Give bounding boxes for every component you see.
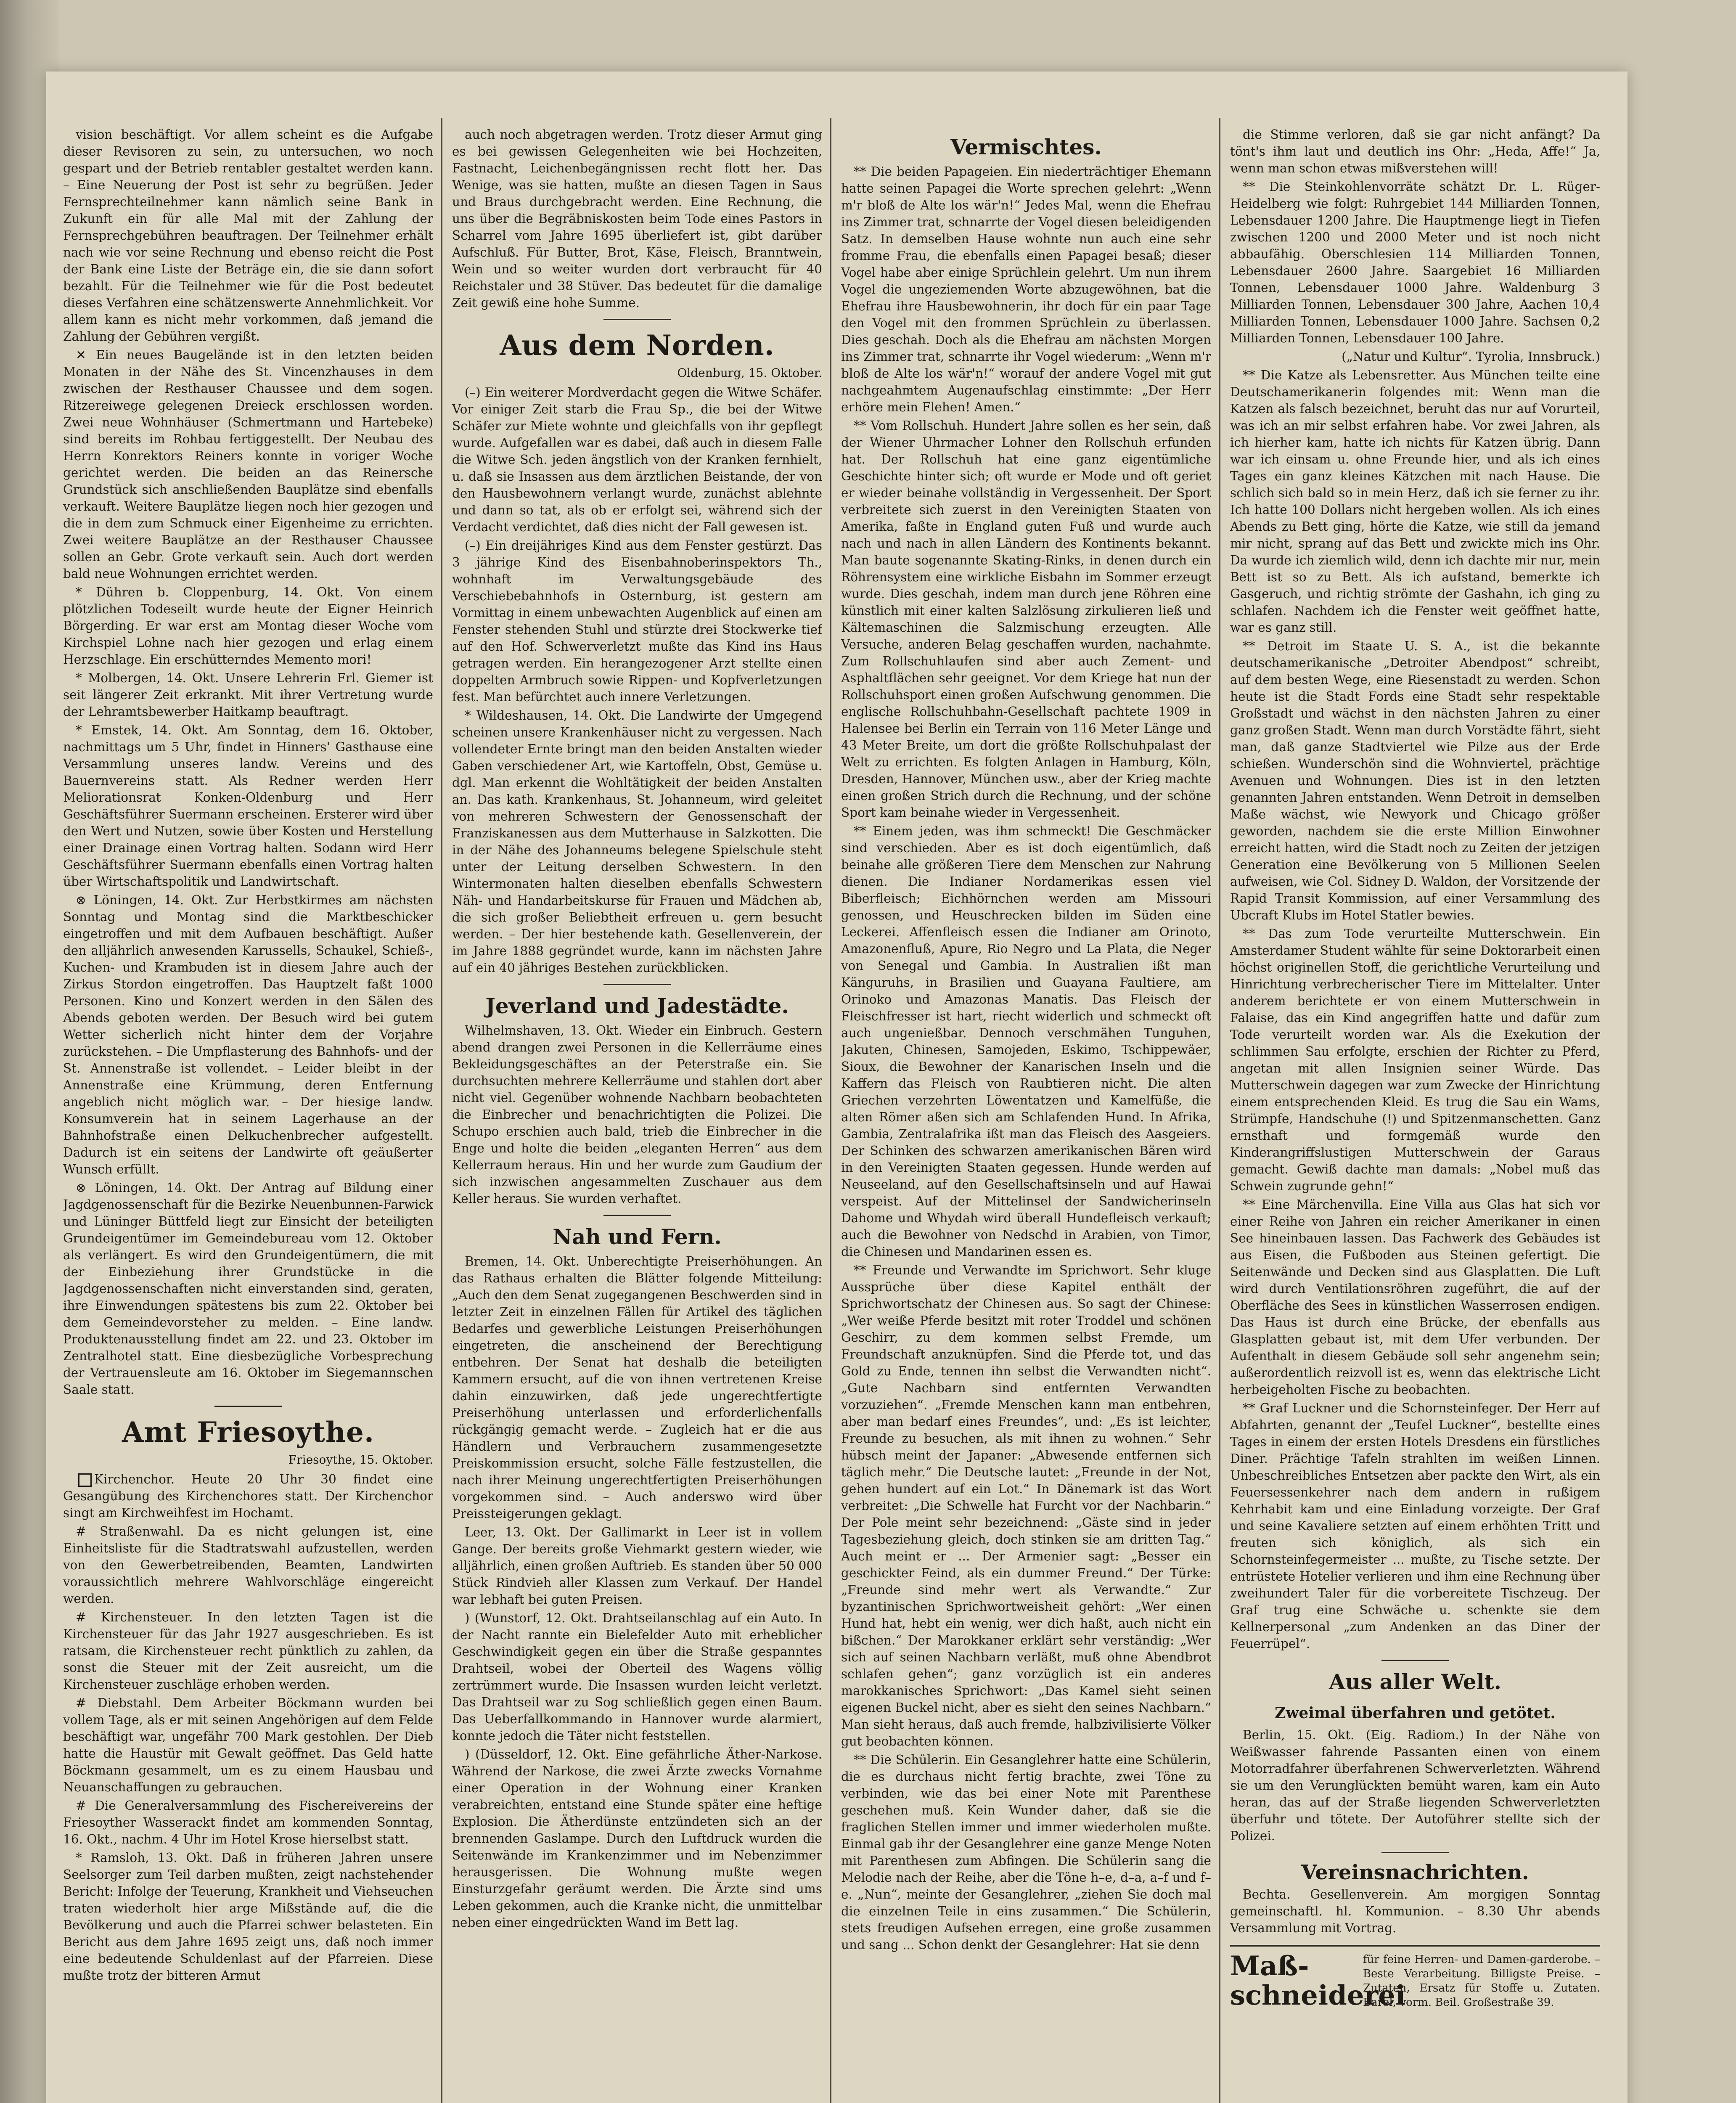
article-stadtratswahl: # Straßenwahl. Da es nicht gelungen ist, eine Einheitsliste für die Stadtratswahl aufzustellen, werden von den Gewerbetreibenden, Beamten, Landwirten voraussichtlich mehrere Wahlvorschläge eingereicht werden. [63,1524,433,1606]
dateline: Oldenburg, 15. Oktober. [677,366,822,380]
column-rule [441,118,442,2103]
section-heading-jeverland: Jeverland und Jadestädte. [485,993,789,1018]
divider [214,1406,282,1407]
subheading: Zweimal überfahren und getötet. [1275,1704,1556,1722]
column-2 [452,126,822,2103]
article-wildeshausen: * Wildeshausen, 14. Okt. Die Landwirte der Umgegend scheinen unsere Krankenhäuser nicht zu vergessen. Nach vollendeter Ernte bringt man den beiden Anstalten wieder Gaben verschiedener Art, wie Kartoffeln, Obst, Gemüse u. dgl. Man erkennt die Wohltätigkeit der beiden Anstalten an. Das kath. Krankenhaus, St. Johanneum, wird geleitet von mehreren Schwestern der Genossenschaft der Franziskanessen aus dem Mutterhause in Salzkotten. Die in der Nähe des Johanneums belegene Spielschule steht unter der Leitung derselben Schwestern. In den Wintermonaten halten dieselben ebenfalls Schwestern Näh- und Handarbeitskurse für Frauen und Mädchen ab, die sich großer Beliebtheit erfreuen u. gern besucht werden. – Der hier bestehende kath. Gesellenverein, der im Jahre 1888 gegründet wurde, kann im nächsten Jahre auf ein 40 jähriges Bestehen zurückblicken. [452,708,822,975]
article-mutterschwein: ** Das zum Tode verurteilte Mutterschwein. Ein Amsterdamer Student wählte für seine Doktorarbeit einen höchst originellen Stoff, die gerichtliche Verurteilung und Hinrichtung verbrecherischer Tiere im Mittelalter. Unter anderem berichtete er von einem Mutterschwein in Falaise, das ein Kind angegriffen hatte und dafür zum Tode verurteilt worden war. Als die Exekution der schlimmen Sau erfolgte, erschien der Richter zu Pferd, angetan mit allen Insignien seiner Würde. Das Mutterschwein dagegen war zum Zwecke der Hinrichtung einem entsprechenden Kleid. Es trug die Sau ein Wams, Strümpfe, Handschuhe (!) und Spitzenmanschetten. Ganz ernsthaft und formgemäß wurde den Kinderangriffslustigen Mutterschwein der Garaus gemacht. Gewiß dachte man damals: „Nobel muß das Schwein zugrunde gehn!“ [1230,927,1600,1193]
ad-title: Maß- schneiderei [1230,1950,1406,2011]
article-loeningen-kirmes: ⊗ Löningen, 14. Okt. Zur Herbstkirmes am nächsten Sonntag und Montag sind die Marktbeschicker eingetroffen und mit dem Aufbauen beschäftigt. Außer den alljährlich anwesenden Karussells, Schaukel, Schieß-, Kuchen- und Krambuden ist in diesem Jahre auch der Zirkus Stordon eingetroffen. Das Hauptzelt faßt 1000 Personen. Kino und Konzert werden in den Sälen des Abends geboten werden. Der Besuch wird bei gutem Wetter sicherlich nicht hinter dem der Vorjahre zurückstehen. – Die Umpflasterung des Bahnhofs- und der St. Annenstraße ist vollendet. – Leider bleibt in der Annenstraße eine Krümmung, deren Entfernung angeblich nicht möglich war. – Der hiesige landw. Konsumverein hat in seinem Lagerhause an der Bahnhofstraße einen Delkuchenbrecher aufgestellt. Dadurch ist ein seitens der Landwirte oft geäußerter Wunsch erfüllt. [63,893,433,1176]
article-vechta: Bechta. Gesellenverein. Am morgigen Sonntag gemeinschaftl. hl. Kommunion. – 8.30 Uhr abends Versammlung mit Vortrag. [1230,1887,1600,1935]
article-diebstahl: # Diebstahl. Dem Arbeiter Böckmann wurden bei vollem Tage, als er mit seinen Angehörigen auf dem Felde beschäftigt war, ungefähr 700 Mark gestohlen. Der Dieb hatte die Haustür mit Gewalt geöffnet. Das Geld hatte Böckmann gesammelt, um es zu einem Hausbau und Neuanschaffungen zu gebrauchen. [63,1696,433,1794]
article-kirchensteuer: # Kirchensteuer. In den letzten Tagen ist die Kirchensteuer für das Jahr 1927 ausgeschrieben. Es ist ratsam, die Kirchensteuer recht pünktlich zu zahlen, da sonst die Steuer mit der Zeit ausreicht, um die Kirchensteuer zuschläge erhoben werden. [63,1610,433,1692]
kirchenchor-text: Kirchenchor. Heute 20 Uhr 30 findet eine Gesangübung des Kirchenchores statt. Der Kirchenchor singt am Kirchweihfest im Hochamt. [63,1472,433,1520]
column-3 [841,126,1211,2103]
article-duehren: * Dühren b. Cloppenburg, 14. Okt. Von einem plötzlichen Todeseilt wurde heute der Eigner Heinrich Börgerding. Er war erst am Montag dieser Woche vom Kirchspiel Lohne nach hier gezogen und erlag einem Herzschlage. Ein erschütterndes Memento mori! [63,585,433,667]
article-bremen: Bremen, 14. Okt. Unberechtigte Preiserhöhungen. An das Rathaus erhalten die Blätter folgende Mitteilung: „Auch den dem Senat zugegangenen Beschwerden sind in letzter Zeit in einzelnen Fällen für Artikel des täglichen Bedarfes und gewerbliche Leistungen Preiserhöhungen eingetreten, die anscheinend der Berechtigung entbehren. Der Senat hat deshalb die beteiligten Kammern ersucht, auf die von ihnen vertretenen Kreise dahin einzuwirken, daß jede ungerechtfertigte Preiserhöhung unterlassen und erforderlichenfalls rückgängig gemacht werde. – Zugleich hat er die aus Händlern und Verbrauchern zusammengesetzte Preiskommission ersucht, solche Fälle festzustellen, die nach ihrer Meinung ungerechtfertigten Preiserhöhungen vorgekommen sind. – Auch anderswo wird über Preissteigerungen geklagt. [452,1254,822,1521]
section-heading-vermischtes: Vermischtes. [950,135,1102,159]
divider [603,984,671,985]
divider [603,319,671,320]
section-heading-aller-welt: Aus aller Welt. [1328,1669,1502,1694]
article-sprichwort: ** Freunde und Verwandte im Sprichwort. Sehr kluge Aussprüche über diese Kapitel enthält der Sprichwortschatz der Chinesen aus. So sagt der Chinese: „Wer weiße Pferde besitzt mit roter Troddel und schönen Geschirr, zu dem kommen selbst Fremde, um Freundschaft anzuknüpfen. Sind die Pferde tot, und das Gold zu Ende, tennen ihn selbst die Verwandten nicht“. „Gute Nachbarn sind entfernten Verwandten vorzuziehen“. „Fremde Menschen kann man entbehren, aber man bedarf eines Freundes“, und: „Es ist leichter, Freunde zu besuchen, als mit ihnen zu wohnen.“ Sehr hübsch meint der Japaner: „Abwesende entfernen sich täglich mehr.“ Die Deutsche lautet: „Freunde in der Not, gehen hundert auf ein Lot.“ In Dänemark ist das Wort verbreitet: „Die Schwelle hat Furcht vor der Nachbarin.“ Der Pole meint sehr bezeichnend: „Gäste sind in jeder Tagesbeziehung gleich, doch stinken sie am dritten Tag.“ Auch meint er ... Der Armenier sagt: „Besser ein geschickter Feind, als ein dummer Freund.“ Der Türke: „Freunde sind mehr wert als Verwandte.“ Zur byzantinischen Sprichwortweisheit gehört: „Wer einen Hund hat, hebt ein wenig, wer dich haßt, auch nicht ein bißchen.“ Der Marokkaner erklärt sehr verständig: „Wer sich auf seinen Nachbarn verläßt, muß ohne Abendbrot schlafen gehen“; ganz vorzüglich ist ein anderes marokkanisches Sprichwort: „Das Kamel sieht seinen eigenen Buckel nicht, aber es sieht den seines Nachbarn.“ Man sieht heraus, daß auch fremde, halbzivilisierte Völker gut beobachten können. [841,1263,1211,1748]
article-fischereiverein: # Die Generalversammlung des Fischereivereins der Friesoyther Wasserackt findet am kommenden Sonntag, 16. Okt., nachm. 4 Uhr im Hotel Krose hierselbst statt. [63,1798,433,1846]
article-loeningen-jagd: ⊗ Löningen, 14. Okt. Der Antrag auf Bildung einer Jagdgenossenschaft für die Bezirke Neuenbunnen-Farwick und Lüninger Büttfeld liegt zur Einsicht der beteiligten Grundeigentümer im Gemeindebureau vom 12. Oktober als verlängert. Es wird den Grundeigentümern, die mit der Einbeziehung ihrer Grundstücke in die Jagdgenossenschaften nicht einverstanden sind, geraten, ihre Einwendungen spätestens bis zum 22. Oktober bei dem Gemeindevorsteher zu melden. – Eine landw. Produktenausstellung findet am 22. und 23. Oktober im Zentralhotel statt. Eine diesbezügliche Vorbesprechung der Vertrauensleute am 16. Oktober im Siegemannschen Saale statt. [63,1181,433,1397]
section-heading-nah-fern: Nah und Fern. [553,1224,722,1249]
article-steinkohlen: ** Die Steinkohlenvorräte schätzt Dr. L. Rüger-Heidelberg wie folgt: Ruhrgebiet 144 Milliarden Tonnen, Lebensdauer 1200 Jahre. Die Hauptmenge liegt in Tiefen zwischen 1200 und 2000 Meter und ist noch nicht abbaufähig. Oberschlesien 114 Milliarden Tonnen, Lebensdauer 2600 Jahre. Saargebiet 16 Milliarden Tonnen, Lebensdauer 1000 Jahre. Waldenburg 3 Milliarden Tonnen, Lebensdauer 300 Jahre, Aachen 10,4 Milliarden Tonnen, Lebensdauer 1000 Jahre. Sachsen 0,2 Milliarden Tonnen, Lebensdauer 100 Jahre. [1230,180,1600,345]
ad-text: für feine Herren- und Damen-garderobe. – Beste Verarbeitung. Billigste Preise. – Zutaten, Ersatz für Stoffe u. Zutaten. Barel, vorm. Beil. Großestraße 39. [1363,1953,1600,2009]
column-4 [1230,126,1600,2103]
article-papageien: ** Die beiden Papageien. Ein niederträchtiger Ehemann hatte seinen Papagei die Worte sprechen gelehrt: „Wenn m'r bloß de Alte los wär'n!“ Jedes Mal, wenn die Ehefrau ins Zimmer trat, schnarrte der Vogel diesen beleidigenden Satz. In demselben Hause wohnte nun auch eine sehr fromme Frau, die ebenfalls einen Papagei besaß; dieser Vogel habe aber einige Sprüchlein gelehrt. Um nun ihrem Vogel die ungeziemenden Worte abzugewöhnen, bat die Ehefrau ihre Hausbewohnerin, ihr doch für ein paar Tage den Vogel mit den frommen Sprüchlein zu überlassen. Dies geschah. Doch als die Ehefrau am nächsten Morgen ins Zimmer trat, schnarrte ihr Vogel wiederum: „Wenn m'r bloß de Alte los wär'n!“ worauf der andere Vogel mit gut nachgeahmtem Augenaufschlag einstimmte: „Der Herr erhöre mein Flehen! Amen.“ [841,164,1211,414]
column-rule [830,118,831,2103]
article-schuelerin: ** Die Schülerin. Ein Gesanglehrer hatte eine Schülerin, die es durchaus nicht fertig brachte, zwei Töne zu verbinden, wie das bei einer Note mit Parenthese geschehen muß. Kein Wunder daher, daß sie die fraglichen Stellen immer und immer wiederholen mußte. Einmal gab ihr der Gesanglehrer eine ganze Menge Noten mit Parenthesen zum Abfingen. Die Schülerin sang die Melodie nach der Reihe, aber die Töne h–e, d–a, a–f und f–e. „Nun“, meinte der Gesanglehrer, „ziehen Sie doch mal die einzelnen Teile in eins zusammen.“ Die Schülerin, stets freudigen Aufsehen erregen, eine große zusammen und sang ... Schon denkt der Gesanglehrer: Hat sie denn [841,1753,1211,1952]
article-leer: Leer, 13. Okt. Der Gallimarkt in Leer ist in vollem Gange. Der bereits große Viehmarkt gestern wieder, wie alljährlich, einen großen Auftrieb. Es standen über 50 000 Stück Rindvieh aller Klassen zum Verkauf. Der Handel war lebhaft bei guten Preisen. [452,1525,822,1607]
section-heading-norden: Aus dem Norden. [500,329,775,362]
article-rollschuh: ** Vom Rollschuh. Hundert Jahre sollen es her sein, daß der Wiener Uhrmacher Lohner den Rollschuh erfunden hat. Der Rollschuh hat eine ganz eigentümliche Geschichte hinter sich; oft wurde er Mode und oft geriet er wieder beinahe vollständig in Vergessenheit. Der Sport verbreitete sich zuerst in den Vereinigten Staaten von Amerika, faßte in England guten Fuß und wurde auch nach und nach in allen Ländern des Kontinents bekannt. Man baute sogenannte Skating-Rinks, in denen durch ein Röhrensystem eine wirkliche Eisbahn im Sommer erzeugt wurde. Dies geschah, indem man durch jene Röhren eine künstlich mit einer kalten Salzlösung zirkulieren ließ und Kältemaschinen die Salzmischung erzeugten. Alle Versuche, anderen Belag geschaffen wurden, nachahmte. Zum Rollschuhlaufen sind aber auch Zement- und Asphaltflächen sehr geeignet. Vor dem Kriege hat nun der Rollschuhsport einen großen Aufschwung genommen. Die englische Rollschuhbahn-Gesellschaft pachtete 1909 in Halensee bei Berlin ein Terrain von 116 Meter Länge und 43 Meter Breite, um dort die größte Rollschuhpalast der Welt zu errichten. Es folgten Anlagen in Hamburg, Köln, Dresden, Hannover, München usw., aber der Krieg machte einen großen Strich durch die Rechnung, und der schöne Sport kam beinahe wieder in Vergessenheit. [841,418,1211,820]
article-post-revision: vision beschäftigt. Vor allem scheint es die Aufgabe dieser Revisoren zu sein, zu untersuchen, wo noch gespart und der Betrieb rentabler gestaltet werden kann. – Eine Neuerung der Post ist sehr zu begrüßen. Jeder Fernsprechteilnehmer kann nämlich seine Bank in Zukunft ein für alle Mal mit der Zahlung der Fernsprechgebühren beauftragen. Der Teilnehmer erhält nach wie vor seine Rechnung und ebenso reicht die Post der Bank eine Liste der Beträge ein, die sie dann sofort bezahlt. Für die Teilnehmer wie für die Post bedeutet dieses Verfahren eine schätzenswerte Annehmlichkeit. Vor allem kann es nicht mehr vorkommen, daß jemand die Zahlung der Gebühren vergißt. [63,127,433,344]
divider [1381,1660,1449,1661]
article-baugelaende: ✕ Ein neues Baugelände ist in den letzten beiden Monaten in der Nähe des St. Vincenzhauses in dem zwischen der Resthauser Chaussee und dem sogen. Ritzereiwege gelegenen Dreieck erschlossen worden. Zwei neue Wohnhäuser (Schmertmann und Hartebeke) sind bereits im Rohbau fertiggestellt. Der Neubau des Herrn Konrektors Reiners konnte in voriger Woche gerichtet werden. Die beiden an das Reinersche Grundstück sich anschließenden Bauplätze sind ebenfalls verkauft. Weitere Bauplätze liegen noch hier gezogen und die in dem zum Schmuck einer Eigenheime zu errichten. Zwei weitere Bauplätze an der Resthauser Chaussee sollen an Gebr. Grote verkauft sein. Auch dort werden bald neue Wohnungen errichtet werden. [63,348,433,581]
article-emstek: * Emstek, 14. Okt. Am Sonntag, dem 16. Oktober, nachmittags um 5 Uhr, findet in Hinners' Gasthause eine Versammlung unseres landw. Vereins und des Bauernvereins statt. Als Redner werden Herr Meliorationsrat Konken-Oldenburg und Herr Geschäftsführer Suermann erscheinen. Ersterer wird über den Wert und Nutzen, sowie über Kosten und Herstellung einer Drainage einen Vortrag halten. Sodann wird Herr Geschäftsführer Suermann ebenfalls einen Vortrag halten über Wirtschaftspolitik und Landwirtschaft. [63,723,433,889]
article-wilhelmshaven: Wilhelmshaven, 13. Okt. Wieder ein Einbruch. Gestern abend drangen zwei Personen in die Kellerräume eines Bekleidungsgeschäftes an der Peterstraße ein. Sie durchsuchten mehrere Kellerräume und stahlen dort aber nicht viel. Gegenüber wohnende Nachbarn beobachteten die Einbrecher und benachrichtigten die Polizei. Die Schupo erschien auch bald, trieb die Einbrecher in die Enge und holte die beiden „eleganten Herren“ aus dem Kellerraum heraus. Hin und her wurde zum Gaudium der sich inzwischen angesammelten Zuschauer aus dem Keller heraus. Sie wurden verhaftet. [452,1023,822,1206]
article-ramsloh: * Ramsloh, 13. Okt. Daß in früheren Jahren unsere Seelsorger zum Teil darben mußten, zeigt nachstehender Bericht: Infolge der Teuerung, Krankheit und Viehseuchen traten wiederholt hier arge Mißstände auf, die die Bevölkerung und auch die Pfarrei schwer belasteten. Ein Bericht aus dem Jahre 1695 zeigt uns, daß noch immer eine bedeutende Schuldenlast auf der Pfarreien. Diese mußte trotz der bitteren Armut [63,1851,433,1983]
article-luckner: ** Graf Luckner und die Schornsteinfeger. Der Herr auf Abfahrten, genannt der „Teufel Luckner“, bestellte eines Tages in einem der ersten Hotels Dresdens ein fürstliches Diner. Prächtige Tafeln strahlten im weißen Linnen. Unbeschreibliches Entsetzen aber packte den Wirt, als ein Feuersessenkehrer nach dem andern in rußigem Kehrhabit kam und eine Einladung vorzeigte. Der Graf und seine Kavaliere setzten auf einem erhöhten Tritt und freuten sich königlich, als sich ein Schornsteinfegermeister ... mußte, zu Tische setzte. Der entrüstete Hotelier verlieren und ihm eine Rechnung über zweihundert Taler für die vorbereitete Tischzeug. Der Graf trug eine Schwäche u. schenkte sie dem Kellnerpersonal „zum Andenken an das Diner der Feuerrüpel“. [1230,1401,1600,1651]
article-detroit: ** Detroit im Staate U. S. A., ist die bekannte deutschamerikanische „Detroiter Abendpost“ schreibt, auf dem besten Wege, eine Riesenstadt zu werden. Schon heute ist die Stadt Fords eine Stadt sehr respektable Großstadt und wächst in den nächsten Jahren zu einer ganz großen Stadt. Wenn man durch Vorstädte fährt, sieht man, daß ganze Stadtviertel wie Pilze aus der Erde schießen. Wunderschön sind die Wohnviertel, prächtige Avenuen und Wohnungen. Dies ist in den letzten genannten Jahren entstanden. Wenn Detroit in demselben Maße wächst, wie Newyork und Chicago größer geworden, nachdem sie die erste Million Einwohner erreicht hatten, wird die Stadt noch zu Zeiten der jetzigen Generation eine Bevölkerung von 5 Millionen Seelen aufweisen, wie Col. Sidney D. Waldon, der Vorsitzende der Rapid Transit Kommission, auf einer Versammlung des Ubcraft Klubs im Hotel Statler bewies. [1230,639,1600,922]
article-kirchenchor [63,1471,433,1521]
dateline: Friesoythe, 15. Oktober. [288,1453,433,1467]
box-icon [78,1473,92,1487]
section-heading-vereine: Vereinsnachrichten. [1301,1861,1529,1884]
article-molbergen: * Molbergen, 14. Okt. Unsere Lehrerin Frl. Giemer ist seit längerer Zeit erkrankt. Mit ihrer Vertretung wurde der Lehramtsbewerber Haitkamp beauftragt. [63,671,433,719]
article-kind-fenster: (–) Ein dreijähriges Kind aus dem Fenster gestürzt. Das 3 jährige Kind des Eisenbahnoberinspektors Th., wohnhaft im Verwaltungsgebäude des Verschiebebahnhofs in Osternburg, ist gestern am Vormittag in einem unbewachten Augenblick auf einen am Fenster stehenden Stuhl und stürzte drei Stockwerke tief auf den Hof. Schwerverletzt mußte das Kind ins Haus getragen werden. Ein herangezogener Arzt stellte einen doppelten Armbruch sowie Rippen- und Kopfverletzungen fest. Man befürchtet auch innere Verletzungen. [452,538,822,704]
column-rule [1219,118,1220,2103]
newspaper-page [46,72,1628,2103]
article-berlin: Berlin, 15. Okt. (Eig. Radiom.) In der Nähe von Weißwasser fahrende Passanten einen von einem Motorradfahrer überfahrenen Schwerverletzten. Während sie um den Verunglückten bemüht waren, kam ein Auto heran, das auf der Straße liegenden Schwerverletzten überfuhr und tötete. Der Autoführer stellte sich der Polizei. [1230,1728,1600,1843]
article-source: („Natur und Kultur“. Tyrolia, Innsbruck.) [1342,350,1600,364]
divider [1381,1852,1449,1853]
section-heading-friesoythe: Amt Friesoythe. [122,1416,374,1449]
divider [603,1215,671,1216]
advertisement [1230,1945,1600,2010]
article-geschmaecker: ** Einem jeden, was ihm schmeckt! Die Geschmäcker sind verschieden. Aber es ist doch eigentümlich, daß beinahe alle größeren Tiere dem Menschen zur Nahrung dienen. Die Indianer Nordamerikas essen viel Biberfleisch; Eichhörnchen werden am Missouri genossen, und Heuschrecken bilden im Süden eine Leckerei. Affenfleisch essen die Indianer am Orinoto, Amazonenfluß, Apure, Rio Negro und La Plata, die Neger von Senegal und Gambia. In Australien ißt man Känguruhs, in Brasilien und Guayana Faultiere, am Orinoko und Amazonas Manatis. Das Fleisch der Fleischfresser ist hart, riecht widerlich und schmeckt oft auch ungenießbar. Dennoch verschmähen Tunguhen, Jakuten, Chinesen, Samojeden, Eskimo, Tschippewäer, Sioux, die Bewohner der Kanarischen Inseln und die Kaffern das Fleisch von Raubtieren nicht. Die alten Griechen verzehrten Löwentatzen und Kamelfüße, die alten Römer aßen sich am Schlafenden Hund. In Afrika, Gambia, Zentralafrika ißt man das Fleisch des Aasgeiers. Der Schinken des schwarzen amerikanischen Bären wird in den Vereinigten Staaten gegessen. Hunde werden auf Neuseeland, auf den Gesellschaftsinseln und auf Hawai verspeist. Auf der Mittelinsel der Sandwicherinseln Dahome und Whydah wird überall Hundefleisch verkauft; auch die Bewohner von Nedschd in Arabien, von Timor, die Chinesen und Mandarinen essen es. [841,824,1211,1259]
article-maerchenvilla: ** Eine Märchenvilla. Eine Villa aus Glas hat sich vor einer Reihe von Jahren ein reicher Amerikaner in einen See hineinbauen lassen. Das Fachwerk des Gebäudes ist aus Eisen, die Fußboden aus Steinen gefertigt. Die Seitenwände und Decken sind aus Glasplatten. Die Luft wird durch Ventilationsröhren zugeführt, die auf der Oberfläche des Sees in künstlichen Wasserrosen endigen. Das Haus ist durch eine Brücke, der ebenfalls aus Glasplatten gebaut ist, mit dem Ufer verbunden. Der Aufenthalt in diesem Gebäude soll sehr angenehm sein; außerordentlich reizvoll ist es, wenn das elektrische Licht herbeigeholten Fische zu beobachten. [1230,1197,1600,1397]
article-mordverdacht: (–) Ein weiterer Mordverdacht gegen die Witwe Schäfer. Vor einiger Zeit starb die Frau Sp., die bei der Witwe Schäfer zur Miete wohnte und gleichfalls von ihr gepflegt wurde. Aufgefallen war es dabei, daß auch in diesem Falle die Witwe Sch. jeden ängstlich von der Kranken fernhielt, u. daß sie Insassen aus dem ärztlichen Beistande, der von den Hausbewohnern verlangt wurde, zunächst ablehnte und dann so tat, als ob er erfolgt sei, während sich der Verdacht verdichtet, daß dies nicht der Fall gewesen ist. [452,385,822,534]
article-schuelerin-cont: die Stimme verloren, daß sie gar nicht anfängt? Da tönt's ihm laut und deutlich ins Ohr: „Heda, Affe!“ Ja, wenn man schon etwas mißverstehen will! [1230,127,1600,175]
article-ramsloh-cont: auch noch abgetragen werden. Trotz dieser Armut ging es bei gewissen Gelegenheiten wie bei Hochzeiten, Fastnacht, Leichenbegängnissen recht flott her. Das Wenige, was sie hatten, mußte an diesen Tagen in Saus und Braus durchgebracht werden. Eine Rechnung, die uns über die Begräbniskosten beim Tode eines Pastors in Scharrel vom Jahre 1695 überliefert ist, gibt darüber Aufschluß. Für Butter, Brot, Käse, Fleisch, Branntwein, Wein und so weiter wurden dort verbraucht für 40 Reichstaler und 38 Stüver. Das bedeutet für die damalige Zeit gewiß eine hohe Summe. [452,127,822,310]
article-katze: ** Die Katze als Lebensretter. Aus München teilte eine Deutschamerikanerin folgendes mit: Wenn man die Katzen als falsch bezeichnet, beruht das nur auf Vorurteil, was ich an mir selbst erfahren habe. Vor zwei Jahren, als ich hierher kam, hatte ich nichts für Katzen übrig. Dann war ich einsam u. ohne Freunde hier, und als ich eines Tages ein ganz kleines Kätzchen mit nach Hause. Die schlich sich bald so in mein Herz, daß ich sie ferner zu ihr. Ich hatte 100 Dollars nicht hergeben wollen. Als ich eines Abends zu Bett ging, hörte die Katze, wie still da jemand mir nicht, sprang auf das Bett und zwickte mich ins Ohr. Da wurde ich ziemlich wild, denn ich dachte mir nur, mein Bett ist so zu Bett. Als ich aufstand, bemerkte ich Gasgeruch, und richtig strömte der Gashahn, ich ging zu schlafen. Nachdem ich die Fenster weit geöffnet hatte, war es ganz still. [1230,368,1600,635]
column-1 [63,126,433,2103]
article-wunstorf: ) (Wunstorf, 12. Okt. Drahtseilanschlag auf ein Auto. In der Nacht rannte ein Bielefelder Auto mit erheblicher Geschwindigkeit gegen ein über die Straße gespanntes Drahtseil, wobei der Oberteil des Wagens völlig zertrümmert wurde. Die Insassen wurden leicht verletzt. Das Drahtseil war zu Sog schließlich gegen einen Baum. Das Ueberfallkommando in Hannover wurde alarmiert, konnte jedoch die Täter nicht feststellen. [452,1611,822,1743]
article-duesseldorf: ) (Düsseldorf, 12. Okt. Eine gefährliche Äther-Narkose. Während der Narkose, die zwei Ärzte zwecks Vornahme einer Operation in der Wohnung einer Kranken verabreichten, entstand eine Stunde später eine heftige Explosion. Die Ätherdünste entzündeten sich an der brennenden Gaslampe. Durch den Luftdruck wurden die Seitenwände im Krankenzimmer und im Nebenzimmer herausgerissen. Die Wohnung mußte wegen Einsturzgefahr geräumt werden. Die Ärzte sind ums Leben gekommen, auch die Kranke nicht, die unmittelbar neben einer eingedrückten Wand im Bett lag. [452,1747,822,1930]
